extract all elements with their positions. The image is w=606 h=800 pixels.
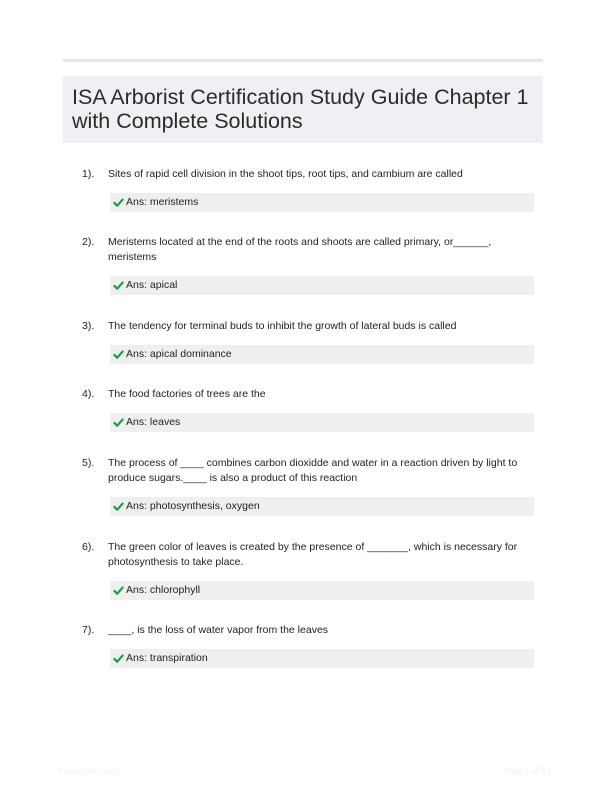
check-icon [113, 349, 124, 360]
answer-text: Ans: meristems [126, 196, 199, 208]
check-icon [113, 280, 124, 291]
check-icon [113, 653, 124, 664]
answer-text: Ans: transpiration [126, 652, 208, 664]
answer-box [110, 649, 534, 668]
question-text: The process of ____ combines carbon dioxidde and water in a reaction driven by light to produce sugars.____ is also a product of this reaction [108, 457, 518, 484]
question-number: 6). [82, 541, 95, 553]
answer-box [110, 345, 534, 364]
answer-box [110, 581, 534, 600]
document-title: ISA Arborist Certification Study Guide Chapter 1 with Complete Solutions [72, 85, 529, 133]
answer-box [110, 497, 534, 516]
question-text: Meristems located at the end of the roots and shoots are called primary, or______, meristems [108, 236, 492, 263]
question-number: 2). [82, 236, 95, 248]
answer-text: Ans: apical [126, 279, 178, 291]
check-icon [113, 585, 124, 596]
page-number: Page 1 of 53 [504, 766, 550, 776]
answer-box [110, 276, 534, 295]
answer-box [110, 193, 534, 212]
question-text: Sites of rapid cell division in the shoot tips, root tips, and cambium are called [108, 168, 463, 180]
answer-box [110, 413, 534, 432]
question-text: The green color of leaves is created by the presence of _______, which is necessary for photosynthesis to take place. [108, 541, 518, 568]
question-text: The tendency for terminal buds to inhibit the growth of lateral buds is called [108, 320, 457, 332]
answer-text: Ans: apical dominance [126, 348, 232, 360]
question-number: 5). [82, 457, 95, 469]
check-icon [113, 501, 124, 512]
answer-text: Ans: photosynthesis, oxygen [126, 500, 260, 512]
watermark-text: PaperSitic.com [58, 766, 119, 776]
check-icon [113, 417, 124, 428]
question-text: ____, is the loss of water vapor from the leaves [108, 624, 329, 636]
question-number: 1). [82, 168, 95, 180]
answer-text: Ans: chlorophyll [126, 584, 201, 596]
question-number: 4). [82, 388, 95, 400]
check-icon [113, 197, 124, 208]
question-number: 7). [82, 624, 95, 636]
question-number: 3). [82, 320, 95, 332]
question-text: The food factories of trees are the [108, 388, 266, 400]
answer-text: Ans: leaves [126, 416, 181, 428]
